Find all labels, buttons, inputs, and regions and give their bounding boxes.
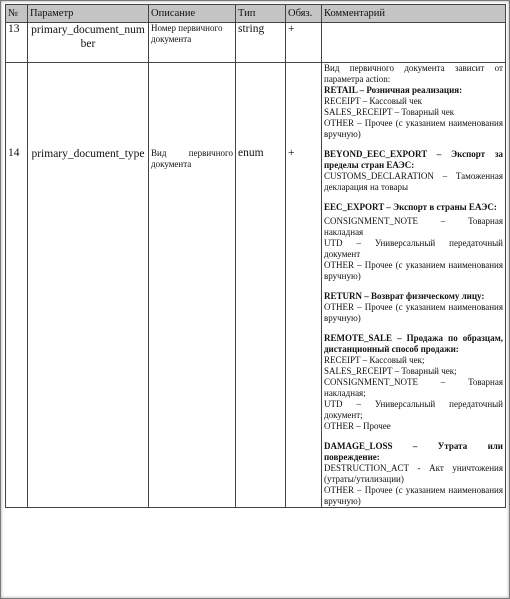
comment-group-return	[324, 291, 503, 324]
parameter-comment	[322, 23, 506, 63]
comment-group-eec-export	[324, 202, 503, 282]
header-description: Описание	[149, 5, 236, 23]
group-title: RETAIL – Розничная реализация:	[324, 85, 463, 95]
group-title: DAMAGE_LOSS – Утрата или повреждение:	[324, 441, 503, 462]
group-item: CONSIGNMENT_NOTE – Товарная накладная;	[324, 377, 503, 398]
header-parameter: Параметр	[28, 5, 149, 23]
group-item: RECEIPT – Кассовый чек;	[324, 355, 425, 365]
row-number: 13	[6, 23, 28, 63]
row-number: 14	[6, 63, 28, 508]
comment-group-remote-sale	[324, 333, 503, 432]
parameter-description: Вид первичного документа	[149, 63, 236, 508]
group-item: OTHER – Прочее (с указанием наименования вручную)	[324, 485, 503, 506]
parameters-table	[5, 4, 506, 508]
group-item: OTHER – Прочее	[324, 421, 391, 431]
parameter-required: +	[286, 23, 322, 63]
parameter-comment	[322, 63, 506, 508]
parameter-type: string	[236, 23, 286, 63]
group-item: SALES_RECEIPT – Товарный чек;	[324, 366, 457, 376]
group-item: OTHER – Прочее (с указанием наименования вручную)	[324, 118, 503, 139]
parameter-name: primary_document_type	[28, 63, 149, 508]
comment-group-retail	[324, 85, 503, 140]
table-row	[6, 23, 506, 63]
parameter-name-line1: primary_document_num	[31, 24, 145, 36]
parameter-description: Номер первичного документа	[149, 23, 236, 63]
parameter-name	[28, 23, 149, 63]
group-item: UTD – Универсальный передаточный документ;	[324, 399, 503, 420]
comment-group-damage-loss	[324, 441, 503, 507]
table-row	[6, 63, 506, 508]
group-item: SALES_RECEIPT – Товарный чек	[324, 107, 455, 117]
parameter-required: +	[286, 63, 322, 508]
header-type: Тип	[236, 5, 286, 23]
group-item: CONSIGNMENT_NOTE – Товарная накладная	[324, 216, 503, 237]
group-title: EEC_EXPORT – Экспорт в страны ЕАЭС:	[324, 202, 497, 212]
group-item: DESTRUCTION_ACT - Акт уничтожения (утраты/утилизации)	[324, 463, 503, 484]
group-title: BEYOND_EEC_EXPORT – Экспорт за пределы стран ЕАЭС:	[324, 149, 503, 170]
header-required: Обяз.	[286, 5, 322, 23]
group-title: RETURN – Возврат физическому лицу:	[324, 291, 485, 301]
header-comment: Комментарий	[322, 5, 506, 23]
group-title: REMOTE_SALE – Продажа по образцам, дистанционный способ продажи:	[324, 333, 503, 354]
group-item: OTHER – Прочее (с указанием наименования вручную)	[324, 260, 503, 281]
comment-intro: Вид первичного документа зависит от параметра action:	[324, 63, 503, 84]
table-header-row	[6, 5, 506, 23]
parameter-name-line2: ber	[80, 38, 96, 50]
group-item: OTHER – Прочее (с указанием наименования вручную)	[324, 302, 503, 323]
group-item: RECEIPT – Кассовый чек	[324, 96, 422, 106]
group-item: CUSTOMS_DECLARATION – Таможенная декларация на товары	[324, 171, 503, 192]
parameter-type: enum	[236, 63, 286, 508]
comment-group-beyond-eec-export	[324, 149, 503, 193]
header-num: №	[6, 5, 28, 23]
group-item: UTD – Универсальный передаточный документ	[324, 238, 503, 259]
